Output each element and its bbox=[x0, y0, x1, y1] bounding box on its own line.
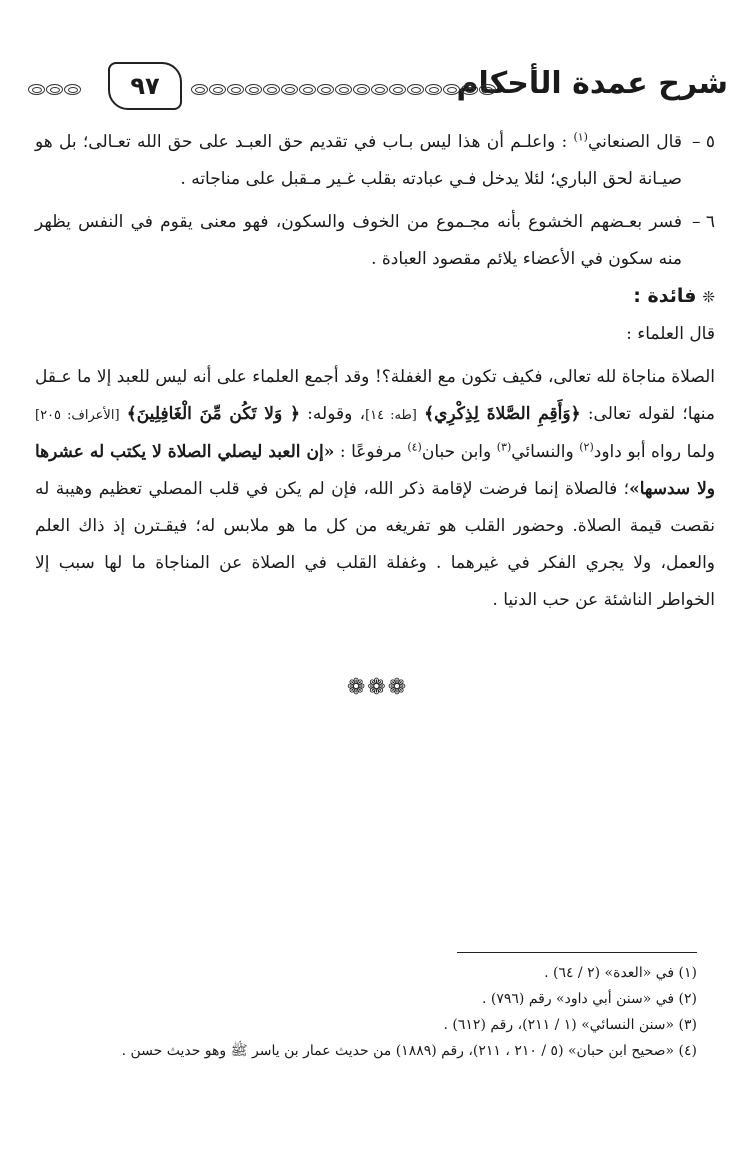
item-number: ٥ – bbox=[691, 132, 715, 152]
para-text: وابن حبان bbox=[421, 442, 497, 462]
faida-intro: قال العلماء : bbox=[626, 324, 715, 344]
quran-verse: ﴿ وَلا تَكُن مِّنَ الْغَافِلِينَ﴾ bbox=[126, 404, 300, 424]
footnote-4: (٤) «صحيح ابن حبان» (٥ / ٢١٠ ، ٢١١)، رقم (١٨٨٩) من حديث عمار بن ياسر ﷺ وهو حديث حسن . bbox=[121, 1043, 697, 1059]
item-text-part: قال الصنعاني bbox=[587, 132, 682, 152]
footnote-ref-2[interactable]: (٢) bbox=[579, 440, 594, 454]
header-ornament-short bbox=[28, 84, 81, 95]
item-number: ٦ – bbox=[691, 212, 715, 232]
page-number: ٩٧ bbox=[108, 62, 182, 110]
verse-reference: [الأعراف: ٢٠٥] bbox=[35, 408, 120, 423]
footnote-divider bbox=[457, 952, 697, 953]
footnotes bbox=[37, 960, 697, 1064]
verse-reference: [طه: ١٤] bbox=[365, 408, 417, 423]
footnote-ref-4[interactable]: (٤) bbox=[407, 440, 422, 454]
faida-title: فائدة : bbox=[633, 285, 697, 307]
faida-paragraph bbox=[35, 359, 715, 619]
footnote-1: (١) في «العدة» (٢ / ٦٤) . bbox=[544, 965, 697, 981]
main-text bbox=[35, 124, 715, 619]
hadith-text: «إن العبد ليصلي الصلاة لا يكتب له عشرها ولا سدسها» bbox=[35, 442, 715, 499]
footnote-2: (٢) في «سنن أبي داود» رقم (٧٩٦) . bbox=[481, 991, 697, 1007]
para-text: ولما رواه أبو داود bbox=[593, 442, 715, 462]
para-text: ؛ فالصلاة إنما فرضت لإقامة ذكر الله، فإن لم يكن في قلب المصلي تعظيم وهيبة له نقصت قيمة الصلاة. وحضور القلب هو تفريغه من كل ما هو ملابس له؛ فيقـترن إذ ذاك العلم والعمل، ولا يجري الفكر في غيرهما . وغفلة القلب في الصلاة عن المناجاة ما لها سبب إلا الخواطر الناشئة عن حب الدنيا . bbox=[35, 479, 715, 610]
para-text: مرفوعًا : bbox=[339, 442, 408, 462]
footnote-ref-3[interactable]: (٣) bbox=[496, 440, 512, 454]
quran-verse: ﴿وَأَقِمِ الصَّلاةَ لِذِكْرِي﴾ bbox=[424, 404, 581, 424]
asterism-icon: ❊ bbox=[702, 288, 715, 306]
footnote-3: (٣) «سنن النسائي» (١ / ٢١١)، رقم (٦١٢) . bbox=[443, 1017, 697, 1033]
section-end-ornament: ❁❁❁ bbox=[346, 675, 409, 700]
page-header bbox=[28, 62, 728, 114]
header-ornament-long bbox=[191, 84, 496, 95]
item-text: فسر بعـضهم الخشوع بأنه مجـموع من الخوف والسكون، فهو معنى يقوم في النفس يظهر منه سكون في الأعضاء يلائم مقصود العبادة . bbox=[35, 212, 682, 269]
para-text: الصلاة مناجاة لله تعالى، فكيف تكون مع الغفلة؟! وقد أجمع العلماء على أنه ليس للعبد إلا ما عـقل منها؛ لقوله تعالى: bbox=[35, 367, 716, 424]
item-text-part: : واعلـم أن هذا ليس بـاب في تقديم حق العبـد على حق الله تعـالى؛ بل هو صيـانة لحق الباري؛ لئلا يدخل فـي عبادته بقلب غـير مـقبل على مناجاته . bbox=[35, 132, 682, 189]
para-text: ، وقوله: bbox=[307, 404, 366, 424]
numbered-item-6 bbox=[35, 204, 715, 278]
footnote-ref-1[interactable]: (١) bbox=[573, 130, 588, 144]
para-text: والنسائي bbox=[511, 442, 580, 462]
item-text bbox=[35, 124, 682, 198]
numbered-item-5 bbox=[35, 124, 715, 198]
book-title: شرح عمدة الأحكام bbox=[456, 66, 728, 101]
faida-heading bbox=[35, 278, 715, 316]
